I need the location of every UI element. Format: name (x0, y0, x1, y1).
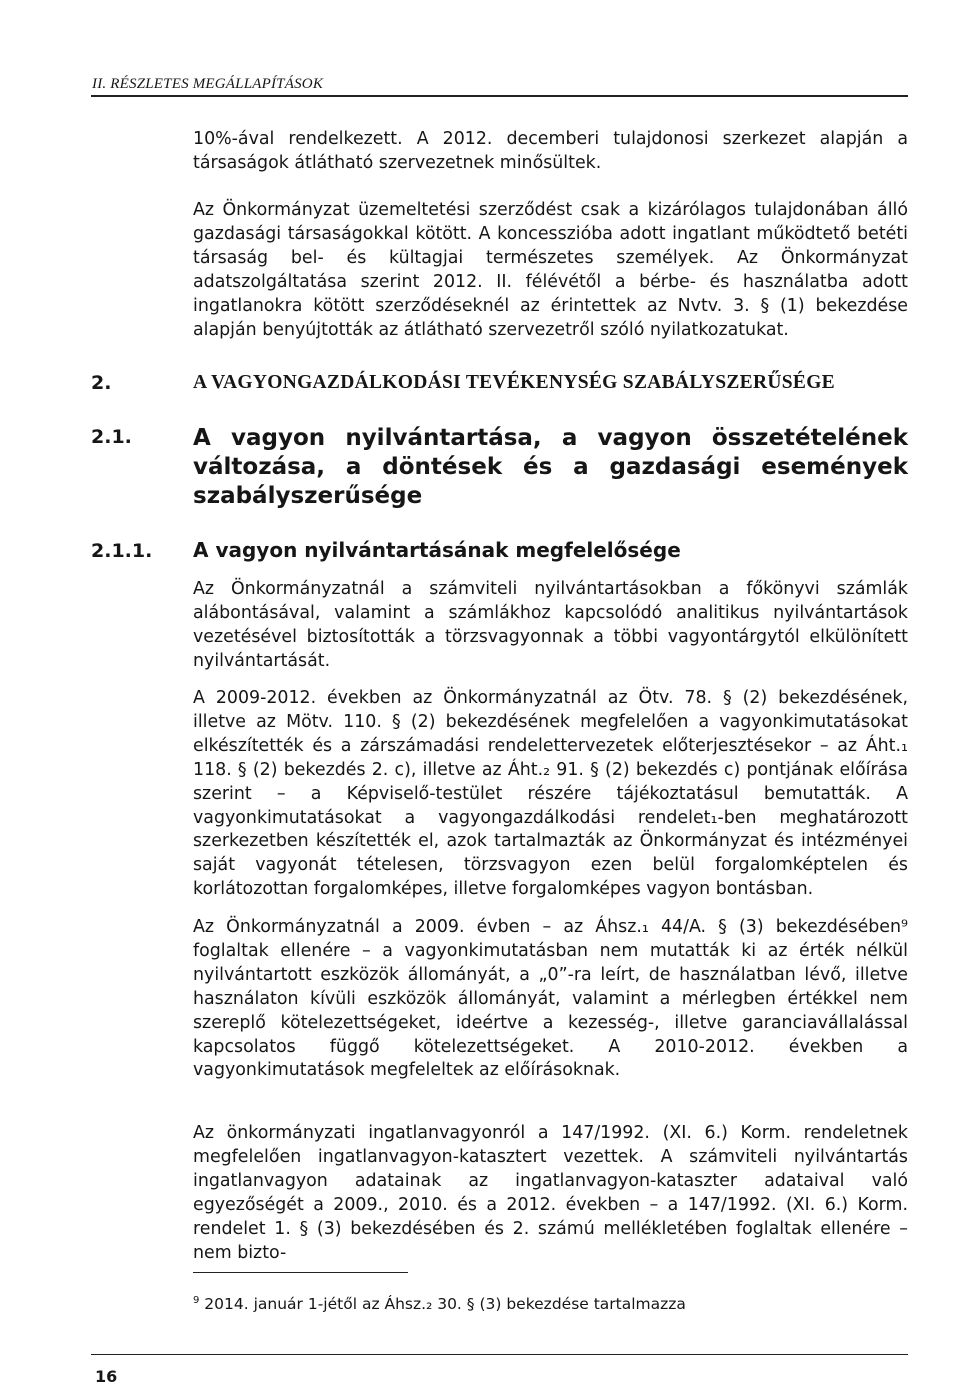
footnote-text: 2014. január 1-jétől az Áhsz.₂ 30. § (3) bekezdése tartalmazza (199, 1295, 686, 1314)
paragraph-asset-statements: A 2009-2012. években az Önkormányzatnál az Ötv. 78. § (2) bekezdésének, illetve az Mötv. 110. § (2) bekezdésének megfelelően a vagyonkimutatásokat elkészítették és a zárszámadási rendelettervezetek előterjesztésekor – az Áht.₁ 118. § (2) bekezdés 2. c), illetve az Áht.₂ 91. § (2) bekezdés c) pontjának előírása szerint – a Képviselő-testület részére tájékoztatásul bemutatták. A vagyonkimutatásokat a vagyongazdálkodási rendelet₁-ben meghatározott szerkezetben készítették el, azok tartalmazták az Önkormányzat és intézményei saját vagyonát tételesen, törzsvagyon ezen belül forgalomképtelen és korlátozottan forgalomképes, illetve forgalomképes vagyon bontásban. (193, 688, 908, 900)
paragraph-ownership: 10%-ával rendelkezett. A 2012. decemberi tulajdonosi szerkezet alapján a társaságok átlátható szervezetnek minősültek. (193, 129, 908, 173)
section-2-title: A VAGYONGAZDÁLKODÁSI TEVÉKENYSÉG SZABÁLYSZERŰSÉGE (193, 372, 835, 393)
section-2-1-1-title: A vagyon nyilvántartásának megfelelősége (193, 538, 681, 562)
section-2-1-title: A vagyon nyilvántartása, a vagyon összetételének változása, a döntések és a gazdasági események szabályszerűsége (193, 425, 908, 509)
section-2-1-1-number: 2.1.1. (91, 540, 153, 562)
header-divider (91, 95, 908, 97)
page-number: 16 (95, 1367, 118, 1386)
footnote (193, 1295, 686, 1313)
paragraph-operation-contracts: Az Önkormányzat üzemeltetési szerződést csak a kizárólagos tulajdonában álló gazdasági társaságokkal kötött. A koncesszióba adott ingatlant működtető betéti társaság bel- és kültagjai természetes személyek. Az Önkormányzat adatszolgáltatása szerint 2012. II. félévétől a bérbe- és használatba adott ingatlanokra kötött szerződéseknél az érintettek az Nvtv. 3. § (1) bekezdése alapján benyújtották az átlátható szervezetről szóló nyilatkozatukat. (193, 200, 908, 340)
running-header: II. RÉSZLETES MEGÁLLAPÍTÁSOK (92, 76, 324, 92)
section-2-1-number: 2.1. (91, 426, 132, 448)
paragraph-2009-statement: Az Önkormányzatnál a 2009. évben – az Áhsz.₁ 44/A. § (3) bekezdésében⁹ foglaltak ellenére – a vagyonkimutatásban nem mutatták ki az érték nélkül nyilvántartott eszközök állományát, a „0”-ra leírt, de használatban lévő, illetve használaton kívüli eszközök állományát, valamint a mérlegben értékkel nem szereplő kötelezettségeket, ideértve a kezesség-, illetve garanciavállalással kapcsolatos függő kötelezettségeket. A 2010-2012. években a vagyonkimutatások megfeleltek az előírásoknak. (193, 917, 908, 1081)
footnote-divider (193, 1272, 408, 1273)
paragraph-accounting-records: Az Önkormányzatnál a számviteli nyilvántartásokban a főkönyvi számlák alábontásával, valamint a számlákhoz kapcsolódó analitikus nyilvántartások vezetésével biztosították a törzsvagyonnak a többi vagyontárgytól elkülönített nyilvántartását. (193, 579, 908, 671)
paragraph-real-estate-cadastre: Az önkormányzati ingatlanvagyonról a 147/1992. (XI. 6.) Korm. rendeletnek megfelelően ingatlanvagyon-katasztert vezettek. A számviteli nyilvántartás ingatlanvagyon adatainak az ingatlanvagyon-kataszter adataival való egyezőségét a 2009., 2010. és a 2012. években – a 147/1992. (XI. 6.) Korm. rendelet 1. § (3) bekezdésében és 2. számú mellékletében foglaltak ellenére – nem bizto- (193, 1123, 908, 1263)
section-2-number: 2. (91, 372, 112, 394)
page-footer-divider (91, 1354, 908, 1355)
footnote-mark: 9 (193, 1295, 200, 1306)
